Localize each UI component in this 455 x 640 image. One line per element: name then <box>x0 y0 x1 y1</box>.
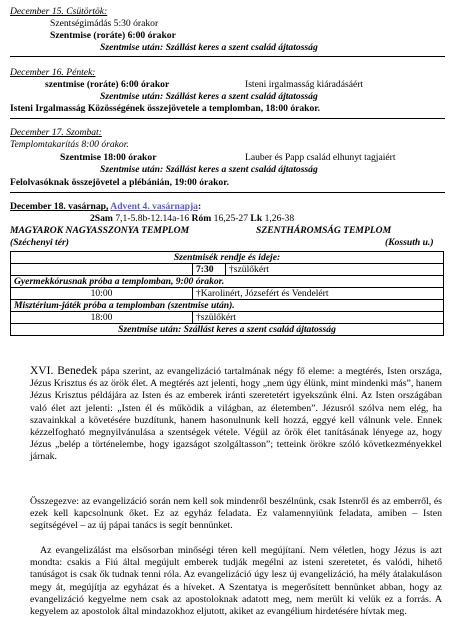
schedule-table <box>10 251 444 336</box>
church2-name: SZENTHÁROMSÁG TEMPLOM <box>256 225 392 236</box>
readings: 2Sam 7,1-5.8b-12.14a-16 Róm 16,25-27 Lk 1,26-38 <box>90 213 295 224</box>
dec16-line1a: szentmise (roráte) 6:00 órakor <box>45 79 170 90</box>
dec17-line2b: Lauber és Papp család elhunyt tagjaiért <box>245 152 396 163</box>
dec16-line2: Szentmise után: Szállást keres a szent család ájtatosság <box>100 91 318 102</box>
dec15-heading: December 15. Csütörtök: <box>10 6 108 17</box>
church1-sub: (Széchenyi tér) <box>10 237 69 248</box>
mass-time: 18:00 <box>11 312 193 324</box>
advent-link: Advent 4. vasárnapja <box>110 201 198 212</box>
divider <box>10 56 445 57</box>
article-paragraph-3: Az evangelizálást ma elsősorban minőségi téren kell megújítani. Nem véletlen, hogy Jézus is azt mondta: csakis a Fiú által megújult emberek tudják megélni az isteni szeretetet, és valódi, hihető tanúságot is csak ők tudnak tenni róla. Az evangelizáció úgy lesz új evangelizáció, ha mély átalakuláson megy át, megújítja az egyházat és a híveket. A Szentatya is megerősített bennünket abban, hogy az evangelizáció kegyelme nem csak az apostoloknak adatott meg, nem merült ki velük ez a forrás. A kegyelem az apostolok által mindazokhoz eljutott, akiket az evangélium hirdetésére hívtak meg. <box>30 545 442 618</box>
dec17-heading: December 17. Szombat: <box>10 127 102 138</box>
dec17-line3: Szentmise után: Szállást keres a szent család ájtatosság <box>100 164 318 175</box>
dec15-line2: Szentmise (roráte) 6:00 órakor <box>50 30 176 41</box>
table-note: Szentmise után: Szállást keres a szent család ájtatosság <box>11 324 444 336</box>
table-row <box>11 312 444 324</box>
table-row <box>11 252 444 264</box>
mass-intention: †szülőkért <box>226 264 444 276</box>
mass-time: 7:30 <box>193 264 226 276</box>
dec15-line3: Szentmise után: Szállást keres a szent család ájtatosság <box>100 42 318 53</box>
table-note: Gyermekkórusnak próba a templomban, 9:00 órakor. <box>11 276 444 288</box>
table-row <box>11 324 444 336</box>
dec17-line1: Templomtakarítás 8:00 órakor. <box>10 139 129 150</box>
mass-intention: †szülőkért <box>193 312 444 324</box>
article-paragraph-2: Összegezve: az evangelizáció során nem kell sok mindenről beszélnünk, csak Istenről és az emberről, és ezek kell kapcsolnunk őket. Ez az egyház feladata. Ez valamennyiünk feladata, amiben – Isten segítségével – az új pápai tanács is segít bennünket. <box>30 496 442 532</box>
article-paragraph-1: XVI. Benedek pápa szerint, az evangelizáció tartalmának négy fő eleme: a megtérés, Isten országa, Jézus Krisztus és az örök élet. A megtérés azt jelenti, hogy „nem úgy élünk, mint mindenki más”, hanem Jézus Krisztus példájára az Isten és az emberek iránti szeretetért igyekszünk élni. Az Isten országában való élet azt jelenti: „Isten él és működik a világban, az életemben”. Jézusról szólva nem elég, ha szavainkkal a követésére buzdítunk, hanem hasonulnunk kell hozzá, eggyé kell válnunk vele. Ennek kézzelfogható megnyilvánulása a szentségek vétele. Végül az örök élet tanításának lényege az, hogy Jézus „belép a történelembe, hogy igazságot szolgáltasson”; tetteink örökre szóló következményekkel járnak. <box>30 365 442 463</box>
church2-sub: (Kossuth u.) <box>385 237 434 248</box>
table-row <box>11 288 444 300</box>
table-row <box>11 300 444 312</box>
table-row <box>11 276 444 288</box>
table-row <box>11 264 444 276</box>
table-note: Misztérium-játék próba a templomban (szentmise után). <box>11 300 444 312</box>
table-header: Szentmisék rendje és ideje: <box>11 252 444 264</box>
dec16-heading: December 16. Péntek: <box>10 67 96 78</box>
divider <box>10 192 445 193</box>
dec17-line4: Felolvasóknak összejövetel a plébánián, 19:00 órakor. <box>10 177 229 188</box>
dec15-line1: Szentségimádás 5:30 órakor <box>50 18 159 29</box>
divider <box>10 118 445 119</box>
dec18-heading: December 18. vasárnap, Advent 4. vasárnapja: <box>10 201 202 212</box>
dec16-line1b: Isteni irgalmasság kiáradásáért <box>245 79 364 90</box>
mass-time: 10:00 <box>11 288 193 300</box>
dec17-line2a: Szentmise 18:00 órakor <box>60 152 157 163</box>
church1-name: MAGYAROK NAGYASSZONYA TEMPLOM <box>10 225 190 236</box>
mass-intention: †Karolinért, Józsefért és Vendelért <box>193 288 444 300</box>
dec16-line3: Isteni Irgalmasság Közösségének összejövetele a templomban, 18:00 órakor. <box>10 103 321 114</box>
